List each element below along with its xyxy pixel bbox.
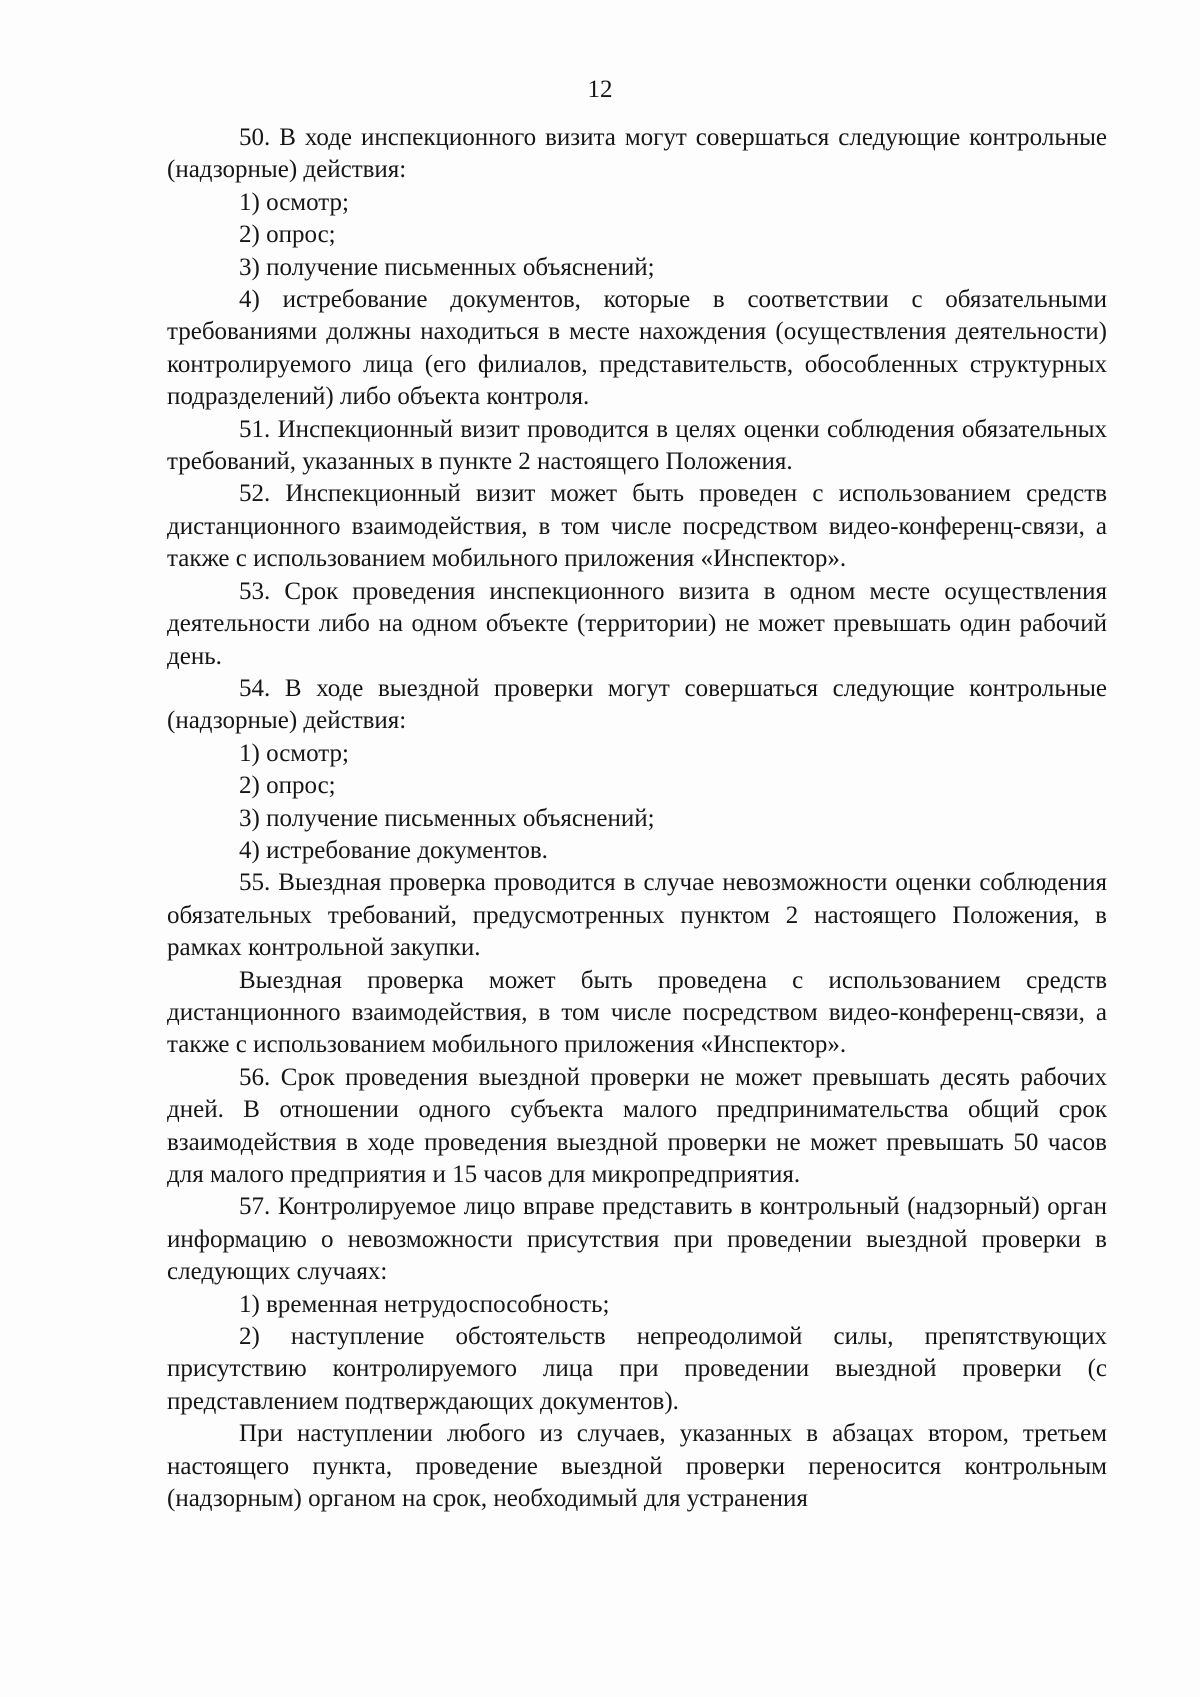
page-number: 12 [587, 76, 613, 103]
paragraph-p55: 55. Выездная проверка проводится в случае невозможности оценки соблюдения обязательных требований, предусмотренных пунктом 2 настоящего Положения, в рамках контрольной закупки. [167, 869, 1107, 962]
paragraph-p54-3: 3) получение письменных объяснений; [239, 804, 655, 832]
document-body [167, 122, 1107, 1515]
paragraph-p54-1: 1) осмотр; [239, 739, 349, 767]
paragraph-p50-4: 4) истребование документов, которые в соответствии с обязательными требованиями должны находиться в месте нахождения (осуществления деятельности) контролируемого лица (его филиалов, представительств, обособленных структурных подразделений) либо объекта контроля. [167, 286, 1107, 411]
paragraph-p57-b: При наступлении любого из случаев, указанных в абзацах втором, третьем настоящего пункта, проведение выездной проверки переносится контрольным (надзорным) органом на срок, необходимый для устранения [167, 1420, 1107, 1513]
paragraph-p53: 53. Срок проведения инспекционного визита в одном месте осуществления деятельности либо на одном объекте (территории) не может превышать один рабочий день. [167, 577, 1107, 670]
paragraph-p54-2: 2) опрос; [239, 772, 336, 800]
paragraph-p55-b: Выездная проверка может быть проведена с использованием средств дистанционного взаимодействия, в том числе посредством видео-конференц-связи, а также с использованием мобильного приложения «Инспектор». [167, 966, 1107, 1059]
paragraph-p57-2: 2) наступление обстоятельств непреодолимой силы, препятствующих присутствию контролируемого лица при проведении выездной проверки (с представлением подтверждающих документов). [167, 1323, 1107, 1415]
paragraph-p54-4: 4) истребование документов. [239, 836, 548, 864]
paragraph-p56: 56. Срок проведения выездной проверки не может превышать десять рабочих дней. В отношении одного субъекта малого предпринимательства общий срок взаимодействия в ходе проведения выездной проверки не может превышать 50 часов для малого предприятия и 15 часов для микропредприятия. [167, 1063, 1107, 1188]
paragraph-p50-1: 1) осмотр; [239, 188, 349, 216]
paragraph-p54: 54. В ходе выездной проверки могут совершаться следующие контрольные (надзорные) действия: [167, 674, 1107, 735]
paragraph-p50-3: 3) получение письменных объяснений; [239, 253, 655, 281]
paragraph-p51: 51. Инспекционный визит проводится в целях оценки соблюдения обязательных требований, указанных в пункте 2 настоящего Положения. [167, 415, 1107, 476]
paragraph-p57-1: 1) временная нетрудоспособность; [239, 1290, 610, 1318]
paragraph-p52: 52. Инспекционный визит может быть проведен с использованием средств дистанционного взаимодействия, в том числе посредством видео-конференц-связи, а также с использованием мобильного приложения «Инспектор». [167, 480, 1107, 573]
paragraph-p50: 50. В ходе инспекционного визита могут совершаться следующие контрольные (надзорные) действия: [167, 124, 1107, 184]
paragraph-p57: 57. Контролируемое лицо вправе представить в контрольный (надзорный) орган информацию о невозможности присутствия при проведении выездной проверки в следующих случаях: [167, 1193, 1107, 1286]
paragraph-p50-2: 2) опрос; [239, 221, 336, 249]
